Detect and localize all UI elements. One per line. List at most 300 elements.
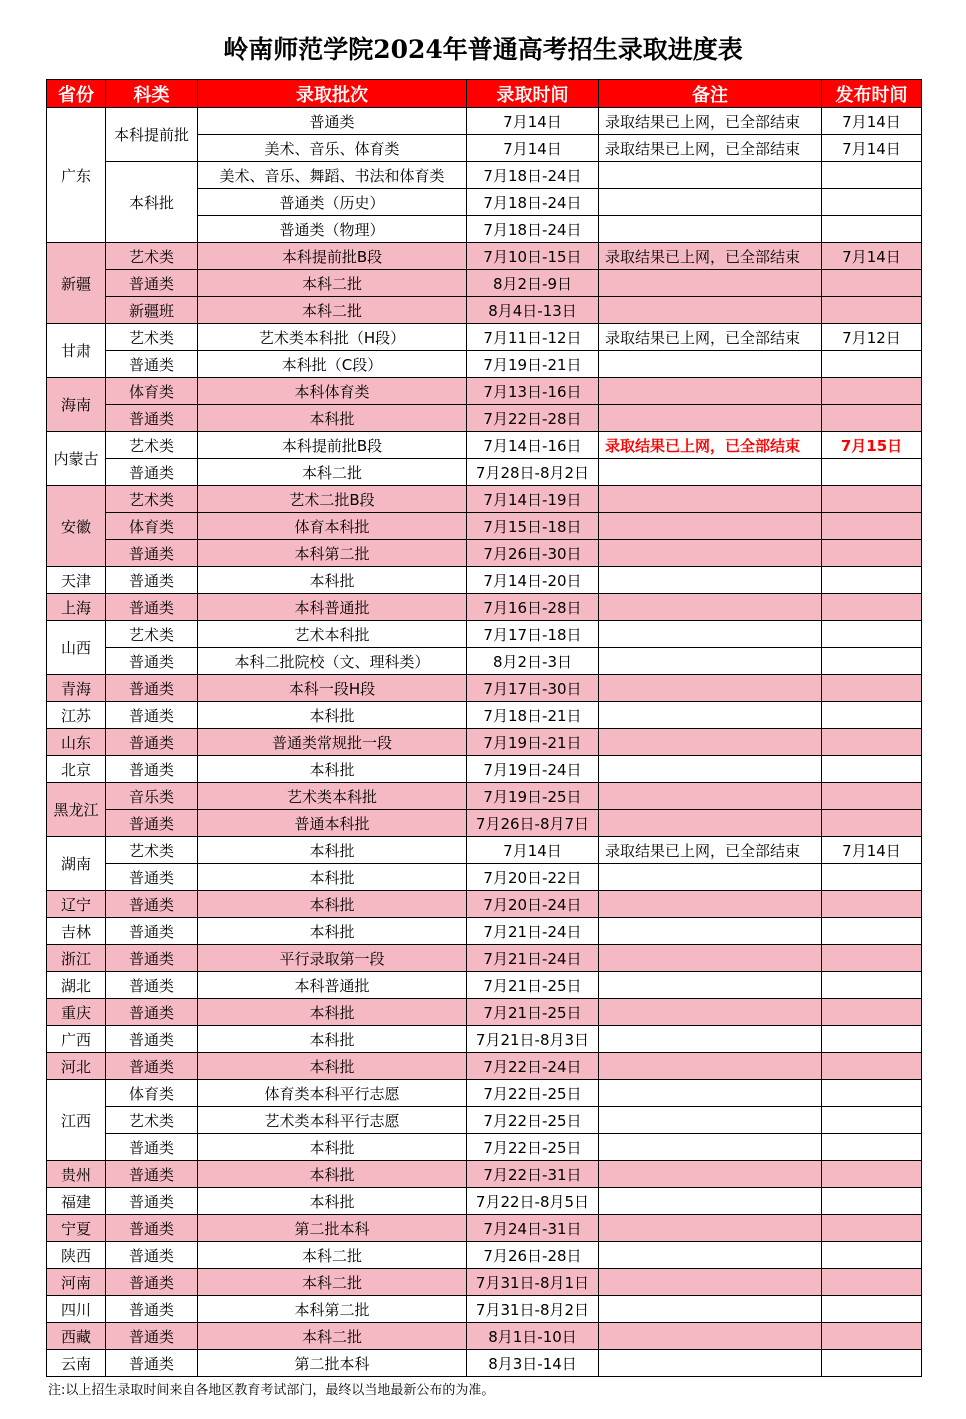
batch-cell: 本科批	[198, 891, 467, 918]
province-cell: 北京	[47, 756, 106, 783]
table-row	[47, 1269, 922, 1296]
table-row	[47, 810, 922, 837]
time-cell: 8月4日-13日	[467, 297, 599, 324]
publish-time-cell	[822, 1242, 922, 1269]
batch-cell: 本科二批	[198, 1323, 467, 1350]
publish-time-cell	[822, 1269, 922, 1296]
batch-cell: 本科批	[198, 756, 467, 783]
publish-time-cell	[822, 189, 922, 216]
table-row	[47, 1296, 922, 1323]
category-cell: 艺术类	[106, 324, 198, 351]
category-cell: 艺术类	[106, 243, 198, 270]
note-cell	[599, 378, 822, 405]
time-cell: 7月14日-16日	[467, 432, 599, 459]
publish-time-cell	[822, 1080, 922, 1107]
table-row	[47, 1161, 922, 1188]
province-cell: 河北	[47, 1053, 106, 1080]
time-cell: 7月19日-25日	[467, 783, 599, 810]
publish-time-cell	[822, 1134, 922, 1161]
publish-time-cell	[822, 675, 922, 702]
province-cell: 江苏	[47, 702, 106, 729]
time-cell: 7月11日-12日	[467, 324, 599, 351]
publish-time-cell	[822, 945, 922, 972]
note-cell	[599, 729, 822, 756]
table-row	[47, 405, 922, 432]
note-cell	[599, 351, 822, 378]
batch-cell: 本科批	[198, 1161, 467, 1188]
table-row	[47, 1242, 922, 1269]
publish-time-cell	[822, 918, 922, 945]
batch-cell: 本科批	[198, 837, 467, 864]
time-cell: 7月18日-24日	[467, 189, 599, 216]
note-cell	[599, 459, 822, 486]
note-cell	[599, 864, 822, 891]
batch-cell: 本科二批	[198, 270, 467, 297]
batch-cell: 本科批	[198, 1134, 467, 1161]
note-cell	[599, 162, 822, 189]
category-cell: 普通类	[106, 1188, 198, 1215]
note-cell	[599, 918, 822, 945]
category-cell: 普通类	[106, 972, 198, 999]
time-cell: 7月26日-8月7日	[467, 810, 599, 837]
note-cell	[599, 1107, 822, 1134]
table-row	[47, 837, 922, 864]
time-cell: 7月18日-24日	[467, 216, 599, 243]
table-row	[47, 1215, 922, 1242]
category-cell: 体育类	[106, 513, 198, 540]
publish-time-cell	[822, 486, 922, 513]
category-cell: 本科提前批	[106, 108, 198, 162]
time-cell: 7月21日-25日	[467, 999, 599, 1026]
category-cell: 普通类	[106, 459, 198, 486]
note-cell	[599, 783, 822, 810]
category-cell: 普通类	[106, 1053, 198, 1080]
note-cell	[599, 972, 822, 999]
publish-time-cell	[822, 1107, 922, 1134]
category-cell: 普通类	[106, 945, 198, 972]
publish-time-cell	[822, 864, 922, 891]
category-cell: 普通类	[106, 1242, 198, 1269]
note-cell	[599, 1215, 822, 1242]
batch-cell: 艺术类本科批（H段）	[198, 324, 467, 351]
publish-time-cell	[822, 702, 922, 729]
batch-cell: 第二批本科	[198, 1215, 467, 1242]
header-batch: 录取批次	[198, 80, 467, 108]
publish-time-cell	[822, 1215, 922, 1242]
time-cell: 7月24日-31日	[467, 1215, 599, 1242]
note-cell	[599, 702, 822, 729]
note-cell	[599, 216, 822, 243]
batch-cell: 第二批本科	[198, 1350, 467, 1377]
note-cell	[599, 1296, 822, 1323]
table-row	[47, 351, 922, 378]
publish-time-cell	[822, 1053, 922, 1080]
batch-cell: 本科普通批	[198, 594, 467, 621]
time-cell: 7月22日-28日	[467, 405, 599, 432]
note-cell	[599, 1161, 822, 1188]
batch-cell: 本科普通批	[198, 972, 467, 999]
batch-cell: 本科第二批	[198, 1296, 467, 1323]
batch-cell: 本科提前批B段	[198, 432, 467, 459]
table-row	[47, 999, 922, 1026]
province-cell: 宁夏	[47, 1215, 106, 1242]
table-row	[47, 1026, 922, 1053]
batch-cell: 本科批	[198, 1188, 467, 1215]
category-cell: 普通类	[106, 729, 198, 756]
category-cell: 体育类	[106, 378, 198, 405]
footnote: 注:以上招生录取时间来自各地区教育考试部门，最终以当地最新公布的为准。	[48, 1383, 495, 1398]
batch-cell: 美术、音乐、体育类	[198, 135, 467, 162]
province-cell: 贵州	[47, 1161, 106, 1188]
publish-time-cell: 7月15日	[822, 432, 922, 459]
table-row	[47, 432, 922, 459]
note-cell	[599, 999, 822, 1026]
publish-time-cell	[822, 783, 922, 810]
publish-time-cell: 7月14日	[822, 243, 922, 270]
time-cell: 7月21日-8月3日	[467, 1026, 599, 1053]
batch-cell: 本科批	[198, 1053, 467, 1080]
publish-time-cell	[822, 1350, 922, 1377]
province-cell: 陕西	[47, 1242, 106, 1269]
table-row	[47, 972, 922, 999]
note-cell: 录取结果已上网，已全部结束	[599, 432, 822, 459]
time-cell: 7月28日-8月2日	[467, 459, 599, 486]
time-cell: 7月13日-16日	[467, 378, 599, 405]
note-cell	[599, 810, 822, 837]
time-cell: 7月20日-22日	[467, 864, 599, 891]
publish-time-cell	[822, 540, 922, 567]
category-cell: 普通类	[106, 351, 198, 378]
category-cell: 本科批	[106, 162, 198, 243]
table-row	[47, 567, 922, 594]
table-row	[47, 540, 922, 567]
publish-time-cell	[822, 729, 922, 756]
header-province: 省份	[47, 80, 106, 108]
note-cell	[599, 891, 822, 918]
province-cell: 新疆	[47, 243, 106, 324]
note-cell	[599, 594, 822, 621]
time-cell: 7月26日-30日	[467, 540, 599, 567]
time-cell: 7月22日-25日	[467, 1134, 599, 1161]
category-cell: 音乐类	[106, 783, 198, 810]
time-cell: 7月19日-24日	[467, 756, 599, 783]
time-cell: 7月22日-25日	[467, 1080, 599, 1107]
province-cell: 吉林	[47, 918, 106, 945]
note-cell	[599, 1026, 822, 1053]
table-row	[47, 324, 922, 351]
table-row	[47, 108, 922, 135]
publish-time-cell: 7月14日	[822, 837, 922, 864]
time-cell: 7月21日-24日	[467, 918, 599, 945]
province-cell: 辽宁	[47, 891, 106, 918]
province-cell: 海南	[47, 378, 106, 432]
table-row	[47, 270, 922, 297]
note-cell	[599, 675, 822, 702]
batch-cell: 本科批	[198, 1026, 467, 1053]
note-cell	[599, 189, 822, 216]
batch-cell: 艺术二批B段	[198, 486, 467, 513]
batch-cell: 普通类常规批一段	[198, 729, 467, 756]
header-note: 备注	[599, 80, 822, 108]
batch-cell: 美术、音乐、舞蹈、书法和体育类	[198, 162, 467, 189]
batch-cell: 本科一段H段	[198, 675, 467, 702]
table-row	[47, 783, 922, 810]
category-cell: 普通类	[106, 648, 198, 675]
table-row	[47, 621, 922, 648]
time-cell: 7月14日-19日	[467, 486, 599, 513]
publish-time-cell: 7月12日	[822, 324, 922, 351]
province-cell: 福建	[47, 1188, 106, 1215]
category-cell: 普通类	[106, 918, 198, 945]
table-row	[47, 162, 922, 189]
category-cell: 普通类	[106, 567, 198, 594]
note-cell	[599, 621, 822, 648]
category-cell: 普通类	[106, 405, 198, 432]
province-cell: 湖北	[47, 972, 106, 999]
publish-time-cell	[822, 270, 922, 297]
province-cell: 青海	[47, 675, 106, 702]
note-cell	[599, 405, 822, 432]
province-cell: 西藏	[47, 1323, 106, 1350]
time-cell: 7月21日-24日	[467, 945, 599, 972]
publish-time-cell	[822, 999, 922, 1026]
category-cell: 普通类	[106, 540, 198, 567]
table-row	[47, 1188, 922, 1215]
page-title: 岭南师范学院2024年普通高考招生录取进度表	[223, 35, 743, 64]
batch-cell: 本科批	[198, 405, 467, 432]
time-cell: 7月18日-21日	[467, 702, 599, 729]
publish-time-cell	[822, 1323, 922, 1350]
batch-cell: 本科批	[198, 864, 467, 891]
table-row	[47, 297, 922, 324]
province-cell: 甘肃	[47, 324, 106, 378]
table-row	[47, 702, 922, 729]
province-cell: 江西	[47, 1080, 106, 1161]
time-cell: 7月31日-8月2日	[467, 1296, 599, 1323]
time-cell: 7月22日-8月5日	[467, 1188, 599, 1215]
table-header-row	[47, 80, 922, 108]
publish-time-cell	[822, 216, 922, 243]
time-cell: 7月15日-18日	[467, 513, 599, 540]
province-cell: 广东	[47, 108, 106, 243]
category-cell: 普通类	[106, 999, 198, 1026]
category-cell: 艺术类	[106, 486, 198, 513]
province-cell: 上海	[47, 594, 106, 621]
note-cell	[599, 756, 822, 783]
time-cell: 7月22日-31日	[467, 1161, 599, 1188]
batch-cell: 艺术类本科平行志愿	[198, 1107, 467, 1134]
category-cell: 普通类	[106, 594, 198, 621]
table-row	[47, 945, 922, 972]
table-row	[47, 378, 922, 405]
batch-cell: 艺术类本科批	[198, 783, 467, 810]
batch-cell: 本科批（C段）	[198, 351, 467, 378]
province-cell: 内蒙古	[47, 432, 106, 486]
publish-time-cell	[822, 972, 922, 999]
table-row	[47, 1107, 922, 1134]
category-cell: 普通类	[106, 1026, 198, 1053]
category-cell: 普通类	[106, 891, 198, 918]
batch-cell: 本科二批	[198, 1242, 467, 1269]
publish-time-cell	[822, 891, 922, 918]
publish-time-cell	[822, 1026, 922, 1053]
time-cell: 7月22日-24日	[467, 1053, 599, 1080]
category-cell: 普通类	[106, 1350, 198, 1377]
province-cell: 河南	[47, 1269, 106, 1296]
note-cell: 录取结果已上网，已全部结束	[599, 243, 822, 270]
batch-cell: 本科批	[198, 567, 467, 594]
time-cell: 7月10日-15日	[467, 243, 599, 270]
category-cell: 普通类	[106, 1134, 198, 1161]
batch-cell: 本科体育类	[198, 378, 467, 405]
time-cell: 7月14日	[467, 108, 599, 135]
table-row	[47, 864, 922, 891]
time-cell: 7月16日-28日	[467, 594, 599, 621]
publish-time-cell	[822, 162, 922, 189]
batch-cell: 体育本科批	[198, 513, 467, 540]
publish-time-cell	[822, 405, 922, 432]
batch-cell: 本科批	[198, 918, 467, 945]
province-cell: 广西	[47, 1026, 106, 1053]
category-cell: 艺术类	[106, 621, 198, 648]
header-category: 科类	[106, 80, 198, 108]
time-cell: 7月21日-25日	[467, 972, 599, 999]
time-cell: 7月22日-25日	[467, 1107, 599, 1134]
category-cell: 艺术类	[106, 837, 198, 864]
batch-cell: 本科二批院校（文、理科类）	[198, 648, 467, 675]
publish-time-cell	[822, 459, 922, 486]
batch-cell: 本科二批	[198, 1269, 467, 1296]
time-cell: 8月2日-9日	[467, 270, 599, 297]
category-cell: 普通类	[106, 864, 198, 891]
batch-cell: 本科第二批	[198, 540, 467, 567]
note-cell: 录取结果已上网，已全部结束	[599, 108, 822, 135]
province-cell: 浙江	[47, 945, 106, 972]
note-cell	[599, 648, 822, 675]
table-row	[47, 1080, 922, 1107]
publish-time-cell	[822, 351, 922, 378]
batch-cell: 普通类	[198, 108, 467, 135]
note-cell	[599, 1080, 822, 1107]
publish-time-cell	[822, 756, 922, 783]
time-cell: 8月2日-3日	[467, 648, 599, 675]
province-cell: 天津	[47, 567, 106, 594]
category-cell: 普通类	[106, 1296, 198, 1323]
publish-time-cell	[822, 567, 922, 594]
time-cell: 7月17日-18日	[467, 621, 599, 648]
publish-time-cell	[822, 513, 922, 540]
note-cell: 录取结果已上网，已全部结束	[599, 135, 822, 162]
table-row	[47, 1053, 922, 1080]
province-cell: 山东	[47, 729, 106, 756]
category-cell: 普通类	[106, 1323, 198, 1350]
table-row	[47, 1134, 922, 1161]
batch-cell: 平行录取第一段	[198, 945, 467, 972]
batch-cell: 普通本科批	[198, 810, 467, 837]
table-row	[47, 918, 922, 945]
note-cell	[599, 567, 822, 594]
time-cell: 7月26日-28日	[467, 1242, 599, 1269]
category-cell: 普通类	[106, 810, 198, 837]
publish-time-cell	[822, 297, 922, 324]
time-cell: 8月3日-14日	[467, 1350, 599, 1377]
table-row	[47, 513, 922, 540]
table-row	[47, 729, 922, 756]
table-body	[47, 108, 922, 1377]
publish-time-cell: 7月14日	[822, 108, 922, 135]
table-row	[47, 675, 922, 702]
category-cell: 普通类	[106, 1161, 198, 1188]
note-cell: 录取结果已上网，已全部结束	[599, 837, 822, 864]
table-row	[47, 648, 922, 675]
table-row	[47, 486, 922, 513]
time-cell: 7月14日-20日	[467, 567, 599, 594]
category-cell: 普通类	[106, 675, 198, 702]
batch-cell: 本科批	[198, 702, 467, 729]
publish-time-cell	[822, 1296, 922, 1323]
note-cell	[599, 1350, 822, 1377]
note-cell	[599, 1053, 822, 1080]
publish-time-cell	[822, 1188, 922, 1215]
category-cell: 普通类	[106, 1215, 198, 1242]
batch-cell: 普通类（物理）	[198, 216, 467, 243]
time-cell: 7月19日-21日	[467, 729, 599, 756]
note-cell	[599, 1242, 822, 1269]
category-cell: 新疆班	[106, 297, 198, 324]
header-publish-time: 发布时间	[822, 80, 922, 108]
category-cell: 普通类	[106, 1269, 198, 1296]
province-cell: 安徽	[47, 486, 106, 567]
province-cell: 重庆	[47, 999, 106, 1026]
province-cell: 湖南	[47, 837, 106, 891]
note-cell	[599, 945, 822, 972]
time-cell: 7月14日	[467, 837, 599, 864]
note-cell: 录取结果已上网，已全部结束	[599, 324, 822, 351]
batch-cell: 本科批	[198, 999, 467, 1026]
category-cell: 普通类	[106, 702, 198, 729]
publish-time-cell	[822, 810, 922, 837]
publish-time-cell	[822, 594, 922, 621]
note-cell	[599, 486, 822, 513]
province-cell: 四川	[47, 1296, 106, 1323]
batch-cell: 普通类（历史）	[198, 189, 467, 216]
table-row	[47, 1350, 922, 1377]
batch-cell: 本科二批	[198, 297, 467, 324]
category-cell: 艺术类	[106, 1107, 198, 1134]
publish-time-cell	[822, 648, 922, 675]
admission-table	[46, 79, 922, 1377]
note-cell	[599, 1134, 822, 1161]
publish-time-cell	[822, 1161, 922, 1188]
note-cell	[599, 1188, 822, 1215]
batch-cell: 本科提前批B段	[198, 243, 467, 270]
province-cell: 黑龙江	[47, 783, 106, 837]
time-cell: 7月18日-24日	[467, 162, 599, 189]
table-row	[47, 756, 922, 783]
header-time: 录取时间	[467, 80, 599, 108]
publish-time-cell: 7月14日	[822, 135, 922, 162]
note-cell	[599, 513, 822, 540]
table-row	[47, 891, 922, 918]
time-cell: 8月1日-10日	[467, 1323, 599, 1350]
time-cell: 7月17日-30日	[467, 675, 599, 702]
table-row	[47, 594, 922, 621]
publish-time-cell	[822, 378, 922, 405]
publish-time-cell	[822, 621, 922, 648]
note-cell	[599, 297, 822, 324]
table-row	[47, 1323, 922, 1350]
category-cell: 普通类	[106, 270, 198, 297]
